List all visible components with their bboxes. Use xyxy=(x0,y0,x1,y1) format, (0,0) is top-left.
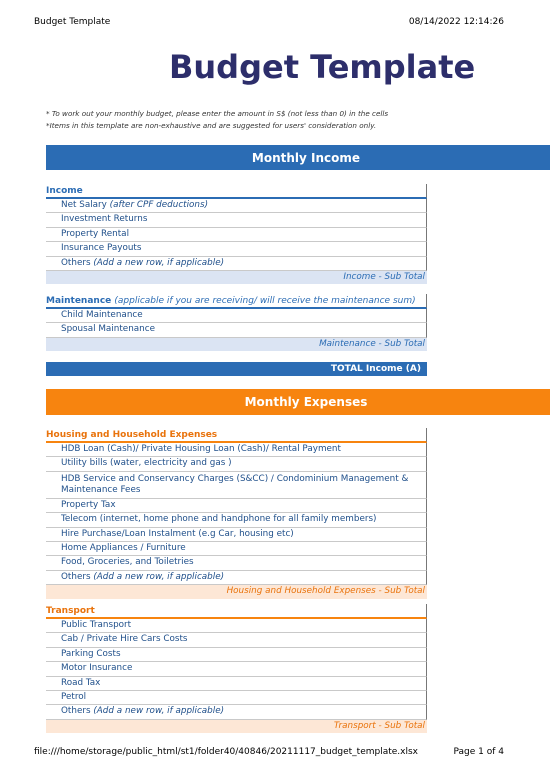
transport-heading: Transport xyxy=(46,604,427,619)
transport-subtotal: Transport - Sub Total xyxy=(46,720,427,733)
income-row-property-rental[interactable]: Property Rental xyxy=(46,228,427,242)
maintenance-subtotal: Maintenance - Sub Total xyxy=(46,338,427,351)
total-income: TOTAL Income (A) xyxy=(46,362,427,376)
instruction-note: * To work out your monthly budget, please enter the amount in S$ (not less than 0) in the cells xyxy=(46,109,389,118)
housing-row-property-tax[interactable]: Property Tax xyxy=(46,499,427,513)
housing-row-loan[interactable]: HDB Loan (Cash)/ Private Housing Loan (Cash)/ Rental Payment xyxy=(46,443,427,457)
housing-row-utilities[interactable]: Utility bills (water, electricity and gas ) xyxy=(46,457,427,471)
transport-row-road-tax[interactable]: Road Tax xyxy=(46,677,427,691)
housing-row-others[interactable]: Others (Add a new row, if applicable) xyxy=(46,571,427,585)
housing-section xyxy=(46,428,427,599)
transport-row-petrol[interactable]: Petrol xyxy=(46,691,427,705)
income-heading: Income xyxy=(46,184,427,199)
housing-row-scc[interactable]: HDB Service and Conservancy Charges (S&CC) / Condominium Management & Maintenance Fees xyxy=(46,472,427,499)
monthly-expenses-label: Monthly Expenses xyxy=(244,395,368,409)
transport-row-public[interactable]: Public Transport xyxy=(46,619,427,633)
transport-section xyxy=(46,604,427,733)
monthly-expenses-band xyxy=(46,389,550,415)
header-timestamp: 08/14/2022 12:14:26 xyxy=(408,17,504,27)
monthly-income-band xyxy=(46,145,550,170)
income-row-insurance[interactable]: Insurance Payouts xyxy=(46,242,427,256)
maintenance-row-spousal[interactable]: Spousal Maintenance xyxy=(46,323,427,337)
housing-heading: Housing and Household Expenses xyxy=(46,428,427,443)
page-title: Budget Template xyxy=(169,48,476,86)
income-subtotal: Income - Sub Total xyxy=(46,271,427,284)
housing-row-appliances[interactable]: Home Appliances / Furniture xyxy=(46,542,427,556)
transport-row-parking[interactable]: Parking Costs xyxy=(46,648,427,662)
transport-row-motor-insurance[interactable]: Motor Insurance xyxy=(46,662,427,676)
maintenance-section xyxy=(46,294,427,351)
housing-row-hire-purchase[interactable]: Hire Purchase/Loan Instalment (e.g Car, housing etc) xyxy=(46,528,427,542)
income-section xyxy=(46,184,427,284)
transport-row-others[interactable]: Others (Add a new row, if applicable) xyxy=(46,705,427,719)
maintenance-heading: Maintenance (applicable if you are receiving/ will receive the maintenance sum) xyxy=(46,294,427,309)
housing-row-telecom[interactable]: Telecom (internet, home phone and handphone for all family members) xyxy=(46,513,427,527)
header-doc-name: Budget Template xyxy=(34,17,111,27)
transport-row-cab[interactable]: Cab / Private Hire Cars Costs xyxy=(46,633,427,647)
income-row-investment[interactable]: Investment Returns xyxy=(46,213,427,227)
maintenance-row-child[interactable]: Child Maintenance xyxy=(46,309,427,323)
housing-row-food[interactable]: Food, Groceries, and Toiletries xyxy=(46,556,427,570)
footer-page-number: Page 1 of 4 xyxy=(453,747,504,757)
income-row-others[interactable]: Others (Add a new row, if applicable) xyxy=(46,257,427,271)
disclaimer-note: *Items in this template are non-exhaustive and are suggested for users' consideration only. xyxy=(46,121,377,130)
footer-file-path: file:///home/storage/public_html/st1/folder40/40846/20211117_budget_template.xlsx xyxy=(34,747,419,757)
income-row-net-salary[interactable]: Net Salary (after CPF deductions) xyxy=(46,199,427,213)
monthly-income-label: Monthly Income xyxy=(251,150,361,165)
housing-subtotal: Housing and Household Expenses - Sub Total xyxy=(46,585,427,598)
